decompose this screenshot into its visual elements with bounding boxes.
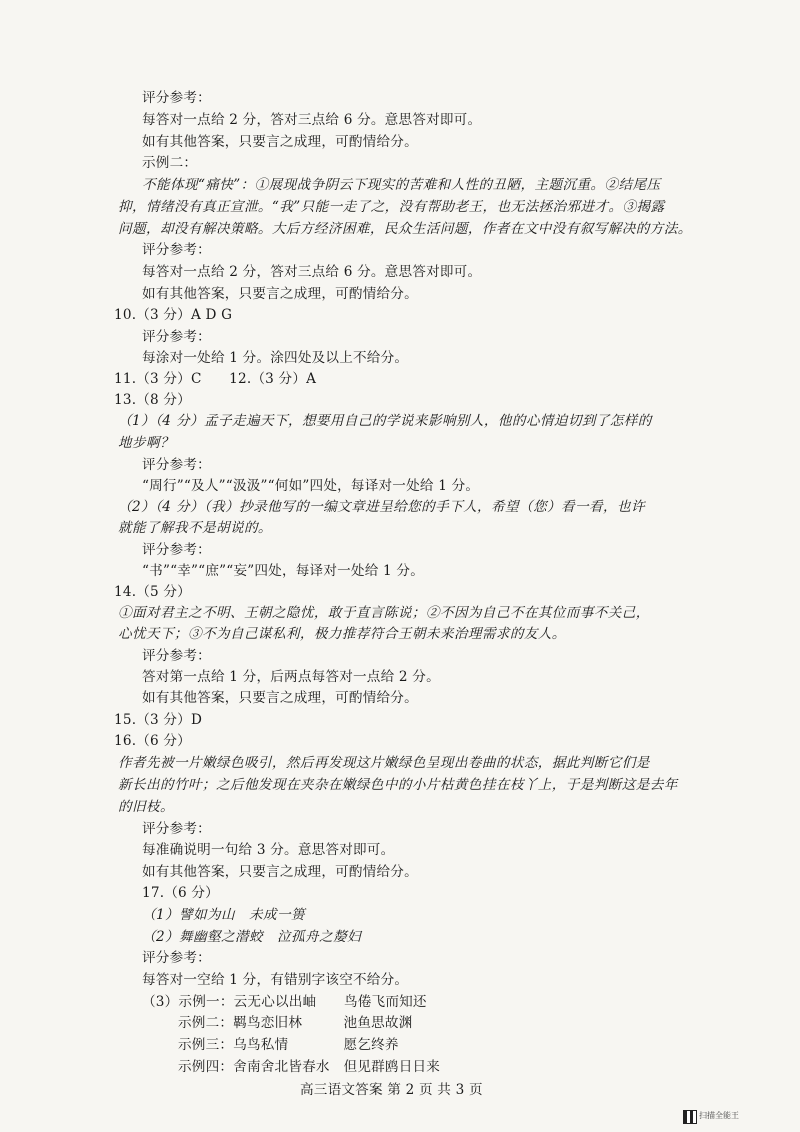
- text-line: 示例四：舍南舍北皆春水 但见群鸥日日来: [178, 1059, 441, 1075]
- text-line: 就能了解我不是胡说的。: [118, 520, 272, 536]
- text-line: 每准确说明一句给 3 分。意思答对即可。: [142, 842, 395, 858]
- qr-code-icon: [683, 1110, 697, 1124]
- scanner-watermark: 扫描全能王: [699, 1111, 739, 1120]
- text-line: 评分参考：: [142, 90, 211, 106]
- text-line: 抑，情绪没有真正宣泄。“我”只能一走了之，没有帮助老王，也无法拯治邪进才。③揭露: [118, 199, 665, 215]
- text-line: 每答对一点给 2 分，答对三点给 6 分。意思答对即可。: [142, 112, 482, 128]
- text-line: 问题，却没有解决策略。大后方经济困难，民众生活问题，作者在文中没有叙写解决的方法。: [118, 221, 692, 237]
- text-line: 如有其他答案，只要言之成理，可酌情给分。: [142, 690, 418, 706]
- text-line: 如有其他答案，只要言之成理，可酌情给分。: [142, 286, 418, 302]
- text-line: 如有其他答案，只要言之成理，可酌情给分。: [142, 134, 418, 150]
- text-line: 11.（3 分）C 12.（3 分）A: [114, 371, 317, 387]
- text-line: （1）（4 分）孟子走遍天下，想要用自己的学说来影响别人，他的心情迫切到了怎样的: [118, 413, 652, 429]
- text-line: 评分参考：: [142, 648, 211, 664]
- text-line: 17.（6 分）: [142, 885, 219, 901]
- text-line: 评分参考：: [142, 329, 211, 345]
- text-line: 新长出的竹叶；之后他发现在夹杂在嫩绿色中的小片枯黄色挂在枝丫上，于是判断这是去年: [118, 777, 678, 793]
- text-line: （1）譬如为山 未成一篑: [142, 907, 305, 923]
- text-line: 评分参考：: [142, 242, 211, 258]
- text-line: “书”“幸”“庶”“妄”四处，每译对一处给 1 分。: [142, 563, 424, 579]
- text-line: 示例二：: [142, 155, 198, 171]
- text-line: 14.（5 分）: [114, 584, 191, 600]
- text-line: ①面对君主之不明、王朝之隐忧，敢于直言陈说；②不因为自己不在其位而事不关己，: [118, 605, 650, 621]
- text-line: 评分参考：: [142, 950, 211, 966]
- text-line: 如有其他答案，只要言之成理，可酌情给分。: [142, 864, 418, 880]
- text-line: 示例三：乌鸟私情 愿乞终养: [178, 1037, 399, 1053]
- page-footer: 高三语文答案 第 2 页 共 3 页: [300, 1082, 483, 1098]
- text-line: （3）示例一：云无心以出岫 鸟倦飞而知还: [142, 994, 427, 1010]
- text-line: 评分参考：: [142, 457, 211, 473]
- text-line: 10.（3 分）A D G: [114, 307, 233, 323]
- text-line: 评分参考：: [142, 542, 211, 558]
- text-line: 答对第一点给 1 分，后两点每答对一点给 2 分。: [142, 669, 440, 685]
- text-line: 不能体现“痛快”：①展现战争阴云下现实的苦难和人性的丑陋，主题沉重。②结尾压: [142, 177, 661, 193]
- text-line: “周行”“及人”“汲汲”“何如”四处，每译对一处给 1 分。: [142, 478, 480, 494]
- text-line: 15.（3 分）D: [114, 712, 203, 728]
- text-line: 13.（8 分）: [114, 392, 191, 408]
- text-line: （2）舞幽壑之潜蛟 泣孤舟之嫠妇: [142, 929, 361, 945]
- text-line: 作者先被一片嫩绿色吸引，然后再发现这片嫩绿色呈现出卷曲的状态，据此判断它们是: [118, 755, 650, 771]
- text-line: 每涂对一处给 1 分。涂四处及以上不给分。: [142, 350, 409, 366]
- text-line: （2）（4 分）（我）抄录他写的一编文章进呈给您的手下人，希望（您）看一看，也许: [118, 499, 645, 515]
- text-line: 的旧枝。: [118, 799, 174, 815]
- text-line: 每答对一空给 1 分，有错别字该空不给分。: [142, 972, 409, 988]
- text-line: 示例二：羁鸟恋旧林 池鱼思故渊: [178, 1015, 413, 1031]
- text-line: 地步啊？: [118, 435, 174, 451]
- text-line: 16.（6 分）: [114, 733, 191, 749]
- text-line: 心忧天下；③不为自己谋私利，极力推荐符合王朝未来治理需求的友人。: [118, 626, 566, 642]
- text-line: 每答对一点给 2 分，答对三点给 6 分。意思答对即可。: [142, 264, 482, 280]
- text-line: 评分参考：: [142, 821, 211, 837]
